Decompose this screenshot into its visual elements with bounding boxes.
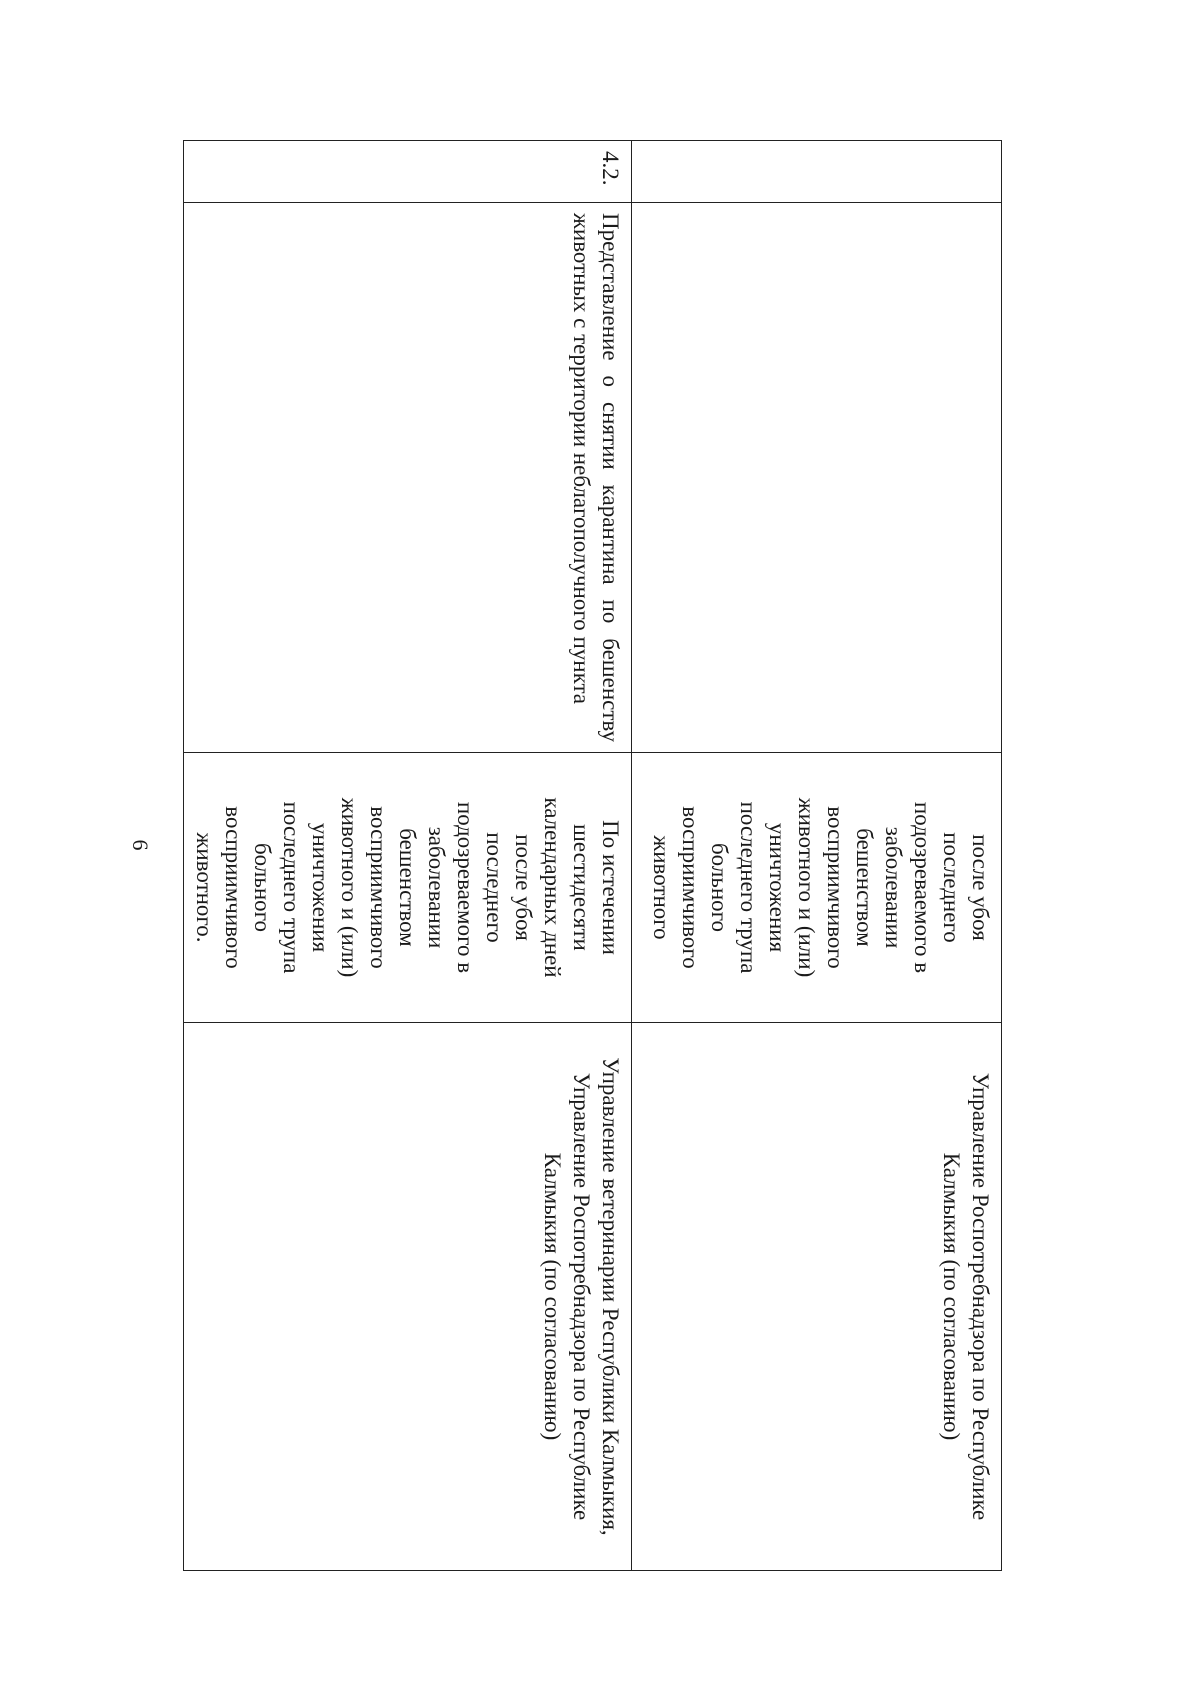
table-row [184, 141, 632, 1571]
page-number: 6 [128, 839, 153, 851]
measures-table [183, 140, 1002, 1571]
table-row [632, 141, 1002, 1571]
action-cell [632, 203, 1002, 753]
table-frame [186, 140, 1002, 1570]
row-number-cell [632, 141, 1002, 203]
responsible-cell: Управление Роспотребнадзора по Республике Калмыкия (по согласованию) [632, 1023, 1002, 1571]
action-cell: Представление о снятии карантина по бешенству животных с территории неблагополучного пункта [184, 203, 632, 753]
responsible-cell: Управление ветеринарии Республики Калмыкия, Управление Роспотребнадзора по Республике Калмыкия (по согласованию) [184, 1023, 632, 1571]
term-cell: после убоя последнего подозреваемого в заболевании бешенством восприимчивого животного и (или) уничтожения последнего трупа больного восприимчивого животного [632, 753, 1002, 1023]
row-number-cell: 4.2. [184, 141, 632, 203]
term-cell: По истечении шестидесяти календарных дней после убоя последнего подозреваемого в заболевании бешенством восприимчивого животного и (или) уничтожения последнего трупа больного восприимчивого животного. [184, 753, 632, 1023]
